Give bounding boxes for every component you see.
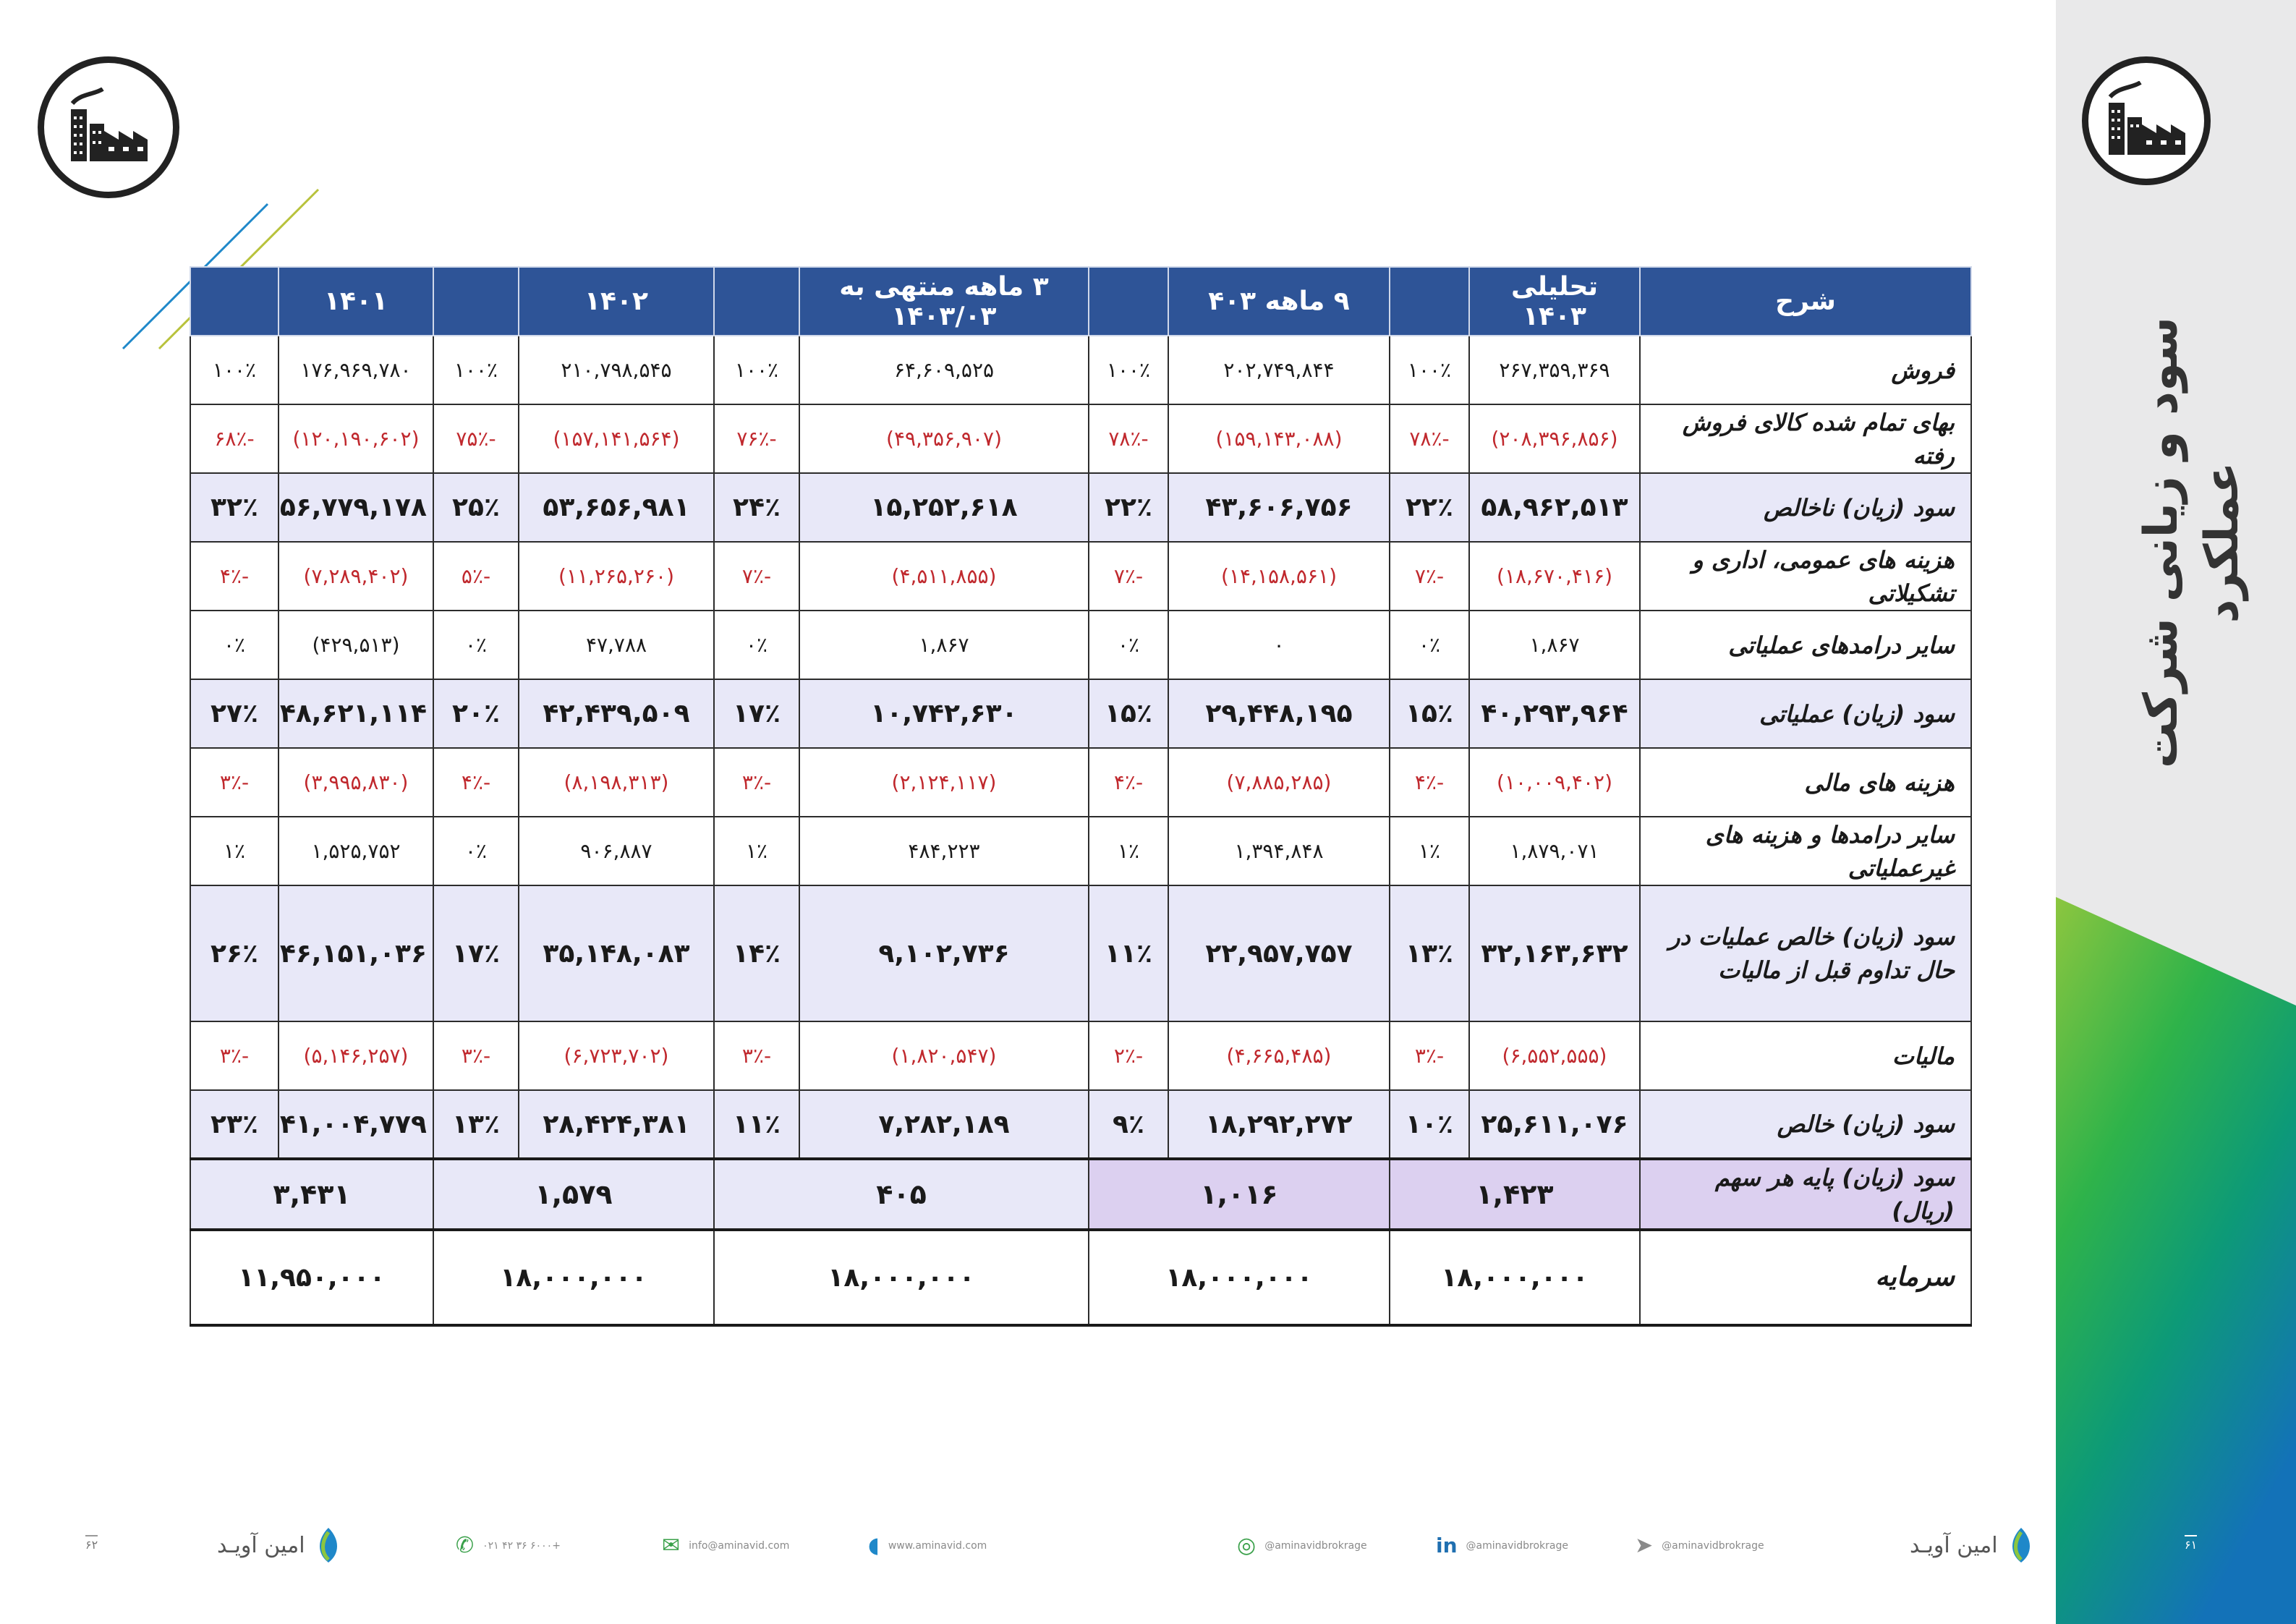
cell-value: ۲۶۷,۳۵۹,۳۶۹	[1469, 336, 1640, 404]
side-title-wrap	[2130, 253, 2253, 832]
cell-percent: ۱۰۰٪	[1089, 336, 1168, 404]
cell-percent: ۰٪	[433, 611, 519, 679]
header-desc: شرح	[1640, 267, 1971, 336]
cell-value: ۵۶,۷۷۹,۱۷۸	[279, 473, 433, 542]
cell-value: ۱۸,۰۰۰,۰۰۰	[433, 1230, 714, 1325]
cell-value: (۱۰,۰۰۹,۴۰۲)	[1469, 748, 1640, 817]
cell-value: ۷,۲۸۲,۱۸۹	[799, 1090, 1089, 1159]
cell-percent: -۶۸٪	[190, 404, 279, 473]
linkedin-icon: in	[1436, 1534, 1458, 1557]
cell-percent: ۱۵٪	[1089, 679, 1168, 748]
cell-value: ۱۸,۰۰۰,۰۰۰	[1089, 1230, 1390, 1325]
brand-mark-icon	[2004, 1525, 2038, 1565]
table-header-row	[190, 267, 1971, 336]
cell-value: ۴۰,۲۹۳,۹۶۴	[1469, 679, 1640, 748]
cell-percent: ۰٪	[714, 611, 799, 679]
cell-value: ۱,۸۷۹,۰۷۱	[1469, 817, 1640, 885]
cell-value: (۲,۱۲۴,۱۱۷)	[799, 748, 1089, 817]
row-label: سود (زیان) خالص	[1640, 1090, 1971, 1159]
row-admin-expenses	[190, 542, 1971, 611]
cell-percent: -۷۸٪	[1390, 404, 1469, 473]
cell-value: ۳۲,۱۶۳,۶۳۲	[1469, 885, 1640, 1021]
cell-percent: -۵٪	[433, 542, 519, 611]
footer-web[interactable]	[868, 1535, 987, 1557]
cell-value: (۷,۲۸۹,۴۰۲)	[279, 542, 433, 611]
brand-logo-left	[217, 1525, 346, 1565]
cell-value: ۱,۵۲۵,۷۵۲	[279, 817, 433, 885]
brand-name: امین آویـد	[217, 1532, 305, 1558]
header-gap	[190, 267, 279, 336]
row-operating-profit	[190, 679, 1971, 748]
cell-value: ۱,۵۷۹	[433, 1159, 714, 1230]
cell-value: ۴۷,۷۸۸	[519, 611, 714, 679]
instagram-text: @aminavidbrokrage	[1264, 1540, 1367, 1552]
factory-icon	[2103, 81, 2190, 161]
linkedin-text: @aminavidbrokrage	[1466, 1540, 1568, 1552]
cell-percent: ۰٪	[1390, 611, 1469, 679]
cell-value: ۹۰۶,۸۸۷	[519, 817, 714, 885]
cell-percent: ۱٪	[1390, 817, 1469, 885]
cell-percent: ۱۳٪	[433, 1090, 519, 1159]
cell-value: ۴۸۴,۲۲۳	[799, 817, 1089, 885]
cell-percent: ۲۳٪	[190, 1090, 279, 1159]
cell-value: ۲۹,۴۴۸,۱۹۵	[1168, 679, 1390, 748]
cell-percent: ۲۲٪	[1089, 473, 1168, 542]
cell-percent: -۳٪	[1390, 1021, 1469, 1090]
brand-logo-right	[1910, 1525, 2038, 1565]
cell-percent: -۷٪	[1089, 542, 1168, 611]
instagram-icon: ◎	[1237, 1533, 1257, 1558]
cell-percent: -۷۶٪	[714, 404, 799, 473]
cell-percent: ۱۳٪	[1390, 885, 1469, 1021]
row-eps	[190, 1159, 1971, 1230]
cell-value: ۹,۱۰۲,۷۳۶	[799, 885, 1089, 1021]
mail-icon: ✉	[662, 1533, 681, 1558]
row-pretax-profit	[190, 885, 1971, 1021]
header-col-2: ۹ ماهه ۴۰۳	[1168, 267, 1390, 336]
row-label: سرمایه	[1640, 1230, 1971, 1325]
row-capital	[190, 1230, 1971, 1325]
cell-value: ۲۲,۹۵۷,۷۵۷	[1168, 885, 1390, 1021]
cell-percent: ۱۰٪	[1390, 1090, 1469, 1159]
web-text: www.aminavid.com	[888, 1540, 987, 1552]
row-net-profit	[190, 1090, 1971, 1159]
cell-percent: -۷۵٪	[433, 404, 519, 473]
cell-percent: ۲۲٪	[1390, 473, 1469, 542]
cell-value: (۷,۸۸۵,۲۸۵)	[1168, 748, 1390, 817]
header-col-4: ۱۴۰۲	[519, 267, 714, 336]
cell-value: (۱۴,۱۵۸,۵۶۱)	[1168, 542, 1390, 611]
cell-percent: ۲۵٪	[433, 473, 519, 542]
cell-value: (۴,۶۶۵,۴۸۵)	[1168, 1021, 1390, 1090]
cell-value: (۱۸,۶۷۰,۴۱۶)	[1469, 542, 1640, 611]
cell-percent: ۱۴٪	[714, 885, 799, 1021]
cell-value: ۱۸,۰۰۰,۰۰۰	[714, 1230, 1089, 1325]
phone-text: ۰۲۱ ۴۲ ۳۶ ۶۰۰۰+	[482, 1540, 561, 1552]
footer-instagram[interactable]	[1237, 1535, 1367, 1557]
row-label: سود (زیان) خالص عملیات در حال تداوم قبل از مالیات	[1640, 885, 1971, 1021]
row-label: سایر درامدهای عملیاتی	[1640, 611, 1971, 679]
cell-percent: ۲۷٪	[190, 679, 279, 748]
cell-value: (۱۵۹,۱۴۳,۰۸۸)	[1168, 404, 1390, 473]
cell-percent: -۳٪	[190, 748, 279, 817]
cell-value: (۱۲۰,۱۹۰,۶۰۲)	[279, 404, 433, 473]
cell-value: (۱۵۷,۱۴۱,۵۶۴)	[519, 404, 714, 473]
cell-percent: ۱۰۰٪	[1390, 336, 1469, 404]
cell-value: ۱۱,۹۵۰,۰۰۰	[190, 1230, 433, 1325]
cell-value: (۳,۹۹۵,۸۳۰)	[279, 748, 433, 817]
phone-icon: ✆	[456, 1533, 475, 1558]
cell-percent: -۴٪	[1390, 748, 1469, 817]
footer-email[interactable]	[662, 1535, 789, 1557]
cell-value: ۴۲,۴۳۹,۵۰۹	[519, 679, 714, 748]
row-label: بهای تمام شده کالای فروش رفته	[1640, 404, 1971, 473]
row-label: سود (زیان) عملیاتی	[1640, 679, 1971, 748]
cell-value: ۴۶,۱۵۱,۰۳۶	[279, 885, 433, 1021]
row-cogs	[190, 404, 1971, 473]
cell-value: (۲۰۸,۳۹۶,۸۵۶)	[1469, 404, 1640, 473]
cell-percent: -۷٪	[714, 542, 799, 611]
cell-percent: ۱٪	[1089, 817, 1168, 885]
cell-value: ۳۵,۱۴۸,۰۸۳	[519, 885, 714, 1021]
cell-value: ۱۷۶,۹۶۹,۷۸۰	[279, 336, 433, 404]
mouse-icon: ◖	[868, 1533, 880, 1558]
cell-value: ۲۸,۴۲۴,۳۸۱	[519, 1090, 714, 1159]
cell-value: ۴۸,۶۲۱,۱۱۴	[279, 679, 433, 748]
company-logo-right	[2082, 56, 2211, 185]
row-tax	[190, 1021, 1971, 1090]
cell-percent: -۴٪	[190, 542, 279, 611]
cell-value: ۱,۳۹۴,۸۴۸	[1168, 817, 1390, 885]
cell-percent: ۲۰٪	[433, 679, 519, 748]
row-label: سایر درامدها و هزینه های غیرعملیاتی	[1640, 817, 1971, 885]
header-gap	[433, 267, 519, 336]
cell-value: ۵۳,۶۵۶,۹۸۱	[519, 473, 714, 542]
row-label: هزینه های مالی	[1640, 748, 1971, 817]
cell-value: ۳,۴۳۱	[190, 1159, 433, 1230]
header-col-5: ۱۴۰۱	[279, 267, 433, 336]
cell-value: ۰	[1168, 611, 1390, 679]
cell-value: (۴۲۹,۵۱۳)	[279, 611, 433, 679]
page-title	[2131, 317, 2253, 768]
cell-percent: ۹٪	[1089, 1090, 1168, 1159]
footer-telegram[interactable]	[1635, 1535, 1764, 1557]
cell-value: (۱,۸۲۰,۵۴۷)	[799, 1021, 1089, 1090]
row-sales	[190, 336, 1971, 404]
telegram-text: @aminavidbrokrage	[1662, 1540, 1764, 1552]
cell-percent: -۴٪	[1089, 748, 1168, 817]
row-label: سود (زیان) پایه هر سهم (ریال)	[1640, 1159, 1971, 1230]
cell-value: (۱۱,۲۶۵,۲۶۰)	[519, 542, 714, 611]
footer-linkedin[interactable]	[1436, 1535, 1568, 1557]
cell-value: ۲۱۰,۷۹۸,۵۴۵	[519, 336, 714, 404]
cell-percent: -۲٪	[1089, 1021, 1168, 1090]
cell-percent: ۱۰۰٪	[433, 336, 519, 404]
cell-percent: -۷۸٪	[1089, 404, 1168, 473]
header-col-3: ۳ ماهه منتهی به ۱۴۰۳/۰۳	[799, 267, 1089, 336]
row-label: هزینه های عمومی، اداری و تشکیلاتی	[1640, 542, 1971, 611]
cell-percent: -۴٪	[433, 748, 519, 817]
cell-percent: -۳٪	[190, 1021, 279, 1090]
row-other-operating-income	[190, 611, 1971, 679]
company-logo-left	[38, 56, 179, 198]
cell-value: ۴۳,۶۰۶,۷۵۶	[1168, 473, 1390, 542]
page-number-left: ۶۲	[85, 1535, 98, 1552]
cell-percent: ۱۵٪	[1390, 679, 1469, 748]
cell-value: ۱۵,۲۵۲,۶۱۸	[799, 473, 1089, 542]
cell-percent: -۳٪	[433, 1021, 519, 1090]
cell-value: ۲۰۲,۷۴۹,۸۴۴	[1168, 336, 1390, 404]
cell-value: (۶,۷۲۳,۷۰۲)	[519, 1021, 714, 1090]
cell-percent: ۱۱٪	[1089, 885, 1168, 1021]
cell-percent: -۳٪	[714, 748, 799, 817]
cell-value: ۱۸,۰۰۰,۰۰۰	[1390, 1230, 1640, 1325]
page-title-line-1: عملکرد	[2195, 462, 2249, 624]
cell-percent: ۱۷٪	[433, 885, 519, 1021]
cell-percent: ۰٪	[433, 817, 519, 885]
row-financial-expenses	[190, 748, 1971, 817]
footer-phone[interactable]	[456, 1535, 561, 1557]
header-gap	[1089, 267, 1168, 336]
cell-percent: ۰٪	[190, 611, 279, 679]
cell-value: (۶,۵۵۲,۵۵۵)	[1469, 1021, 1640, 1090]
brand-mark-icon	[311, 1525, 346, 1565]
row-non-operating	[190, 817, 1971, 885]
header-gap	[1390, 267, 1469, 336]
cell-percent: -۷٪	[1390, 542, 1469, 611]
email-text: info@aminavid.com	[689, 1540, 790, 1552]
cell-value: ۱,۸۶۷	[799, 611, 1089, 679]
brand-name: امین آویـد	[1910, 1532, 1998, 1558]
cell-percent: -۳٪	[714, 1021, 799, 1090]
cell-value: (۵,۱۴۶,۲۵۷)	[279, 1021, 433, 1090]
header-col-1: تحلیلی ۱۴۰۳	[1469, 267, 1640, 336]
cell-value: ۱۸,۲۹۲,۲۷۲	[1168, 1090, 1390, 1159]
cell-percent: ۱۱٪	[714, 1090, 799, 1159]
cell-percent: ۲۴٪	[714, 473, 799, 542]
cell-percent: ۱٪	[714, 817, 799, 885]
cell-value: (۴۹,۳۵۶,۹۰۷)	[799, 404, 1089, 473]
cell-percent: ۲۶٪	[190, 885, 279, 1021]
factory-icon	[65, 88, 152, 167]
cell-value: ۲۵,۶۱۱,۰۷۶	[1469, 1090, 1640, 1159]
cell-value: ۶۴,۶۰۹,۵۲۵	[799, 336, 1089, 404]
cell-value: ۱۰,۷۴۲,۶۳۰	[799, 679, 1089, 748]
row-gross-profit	[190, 473, 1971, 542]
header-gap	[714, 267, 799, 336]
cell-value: (۸,۱۹۸,۳۱۳)	[519, 748, 714, 817]
cell-value: ۴۰۵	[714, 1159, 1089, 1230]
cell-value: ۴۱,۰۰۴,۷۷۹	[279, 1090, 433, 1159]
cell-value: ۱,۰۱۶	[1089, 1159, 1390, 1230]
telegram-icon: ➤	[1635, 1533, 1654, 1558]
cell-value: (۴,۵۱۱,۸۵۵)	[799, 542, 1089, 611]
row-label: سود (زیان) ناخالص	[1640, 473, 1971, 542]
cell-percent: ۰٪	[1089, 611, 1168, 679]
cell-percent: ۱۰۰٪	[190, 336, 279, 404]
cell-value: ۱,۸۶۷	[1469, 611, 1640, 679]
cell-value: ۱,۴۲۳	[1390, 1159, 1640, 1230]
cell-percent: ۱٪	[190, 817, 279, 885]
row-label: مالیات	[1640, 1021, 1971, 1090]
page-title-line-2: سود و زیانی شرکت	[2135, 317, 2188, 768]
cell-percent: ۱۷٪	[714, 679, 799, 748]
cell-percent: ۱۰۰٪	[714, 336, 799, 404]
page-number-right: ۶۱	[2185, 1535, 2197, 1552]
income-statement-table	[190, 266, 1972, 1327]
row-label: فروش	[1640, 336, 1971, 404]
cell-percent: ۳۲٪	[190, 473, 279, 542]
cell-value: ۵۸,۹۶۲,۵۱۳	[1469, 473, 1640, 542]
